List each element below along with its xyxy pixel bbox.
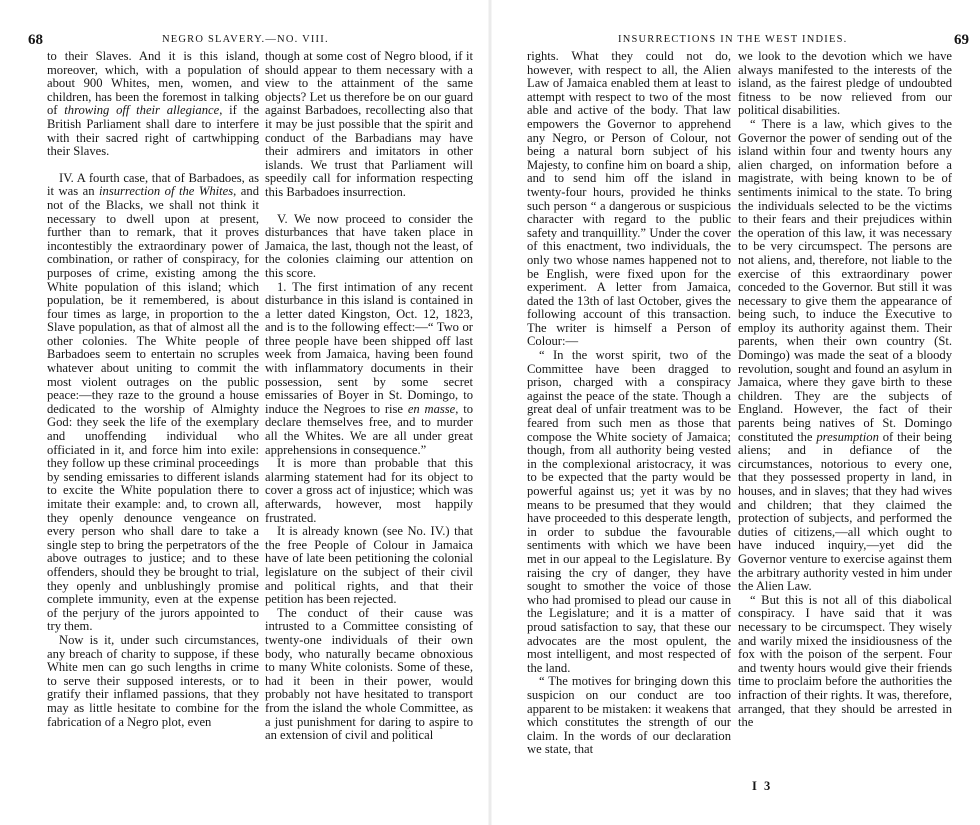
paragraph: IV. A fourth case, that of Barbadoes, as it was an insurrection of the Whites, and not of the Blacks, we shall not think it necessary to dwell upon at present, further than to remark, that it proves incontestibly the extraordinary power of combination, or rather of conspiracy, for purposes of crime, existing among the White population of this island; which population, be it remembered, is about four times as large, in proportion to the Slave population, as that of almost all the other colonies. The White people of Barbadoes seem to entertain no scruples whatever about uniting to commit the most violent outrages on the public peace:—they raze to the ground a house dedicated to the worship of Almighty God: they seek the life of the exemplary and unoffending individual who officiated in it, and force him into exile: they follow up these criminal proceedings by sending emissaries to different islands to excite the White population there to imitate their example: and, to crown all, they openly denounce vengeance on every person who shall dare to take a single step to bring the perpetrators of the above outrages to justice; and to these offenders, should they be brought to trial, they openly and unblushingly promise complete immunity, even at the expense of the perjury of the jurors appointed to try them. [47,170,259,634]
right-page [490,0,980,825]
paragraph: “ There is a law, which gives to the Governor the power of sending out of the island within four and twenty hours any alien charged, on information before a magistrate, with being known to be of sentiments inimical to the state. To bring the individuals selected to be the victims to their fears and their prejudices within the operation of this law, it was necessary to be very circumspect. The persons are not aliens, and, therefore, not liable to the exercise of this extraordinary power conceded to the Governor. But still it was necessary to give them the appearance of being such, to induce the Executive to employ its authority against them. Their parents, when their own country (St. Domingo) was made the seat of a bloody revolution, sought and found an asylum in Jamaica, where they gave birth to these children. They are the subjects of England. However, the fact of their parents being natives of St. Domingo constituted the presumption of their being aliens; and in defiance of the circumstances, notorious to every one, that they possessed property in land, in houses, and in slaves; that they had wives and children; that they claimed the protection of subjects, and performed the duties of citizens,—all which ought to have induced inquiry,—yet did the Governor venture to exercise against them the arbitrary authority vested in him under the Alien Law. [738,116,952,594]
running-head-right: INSURRECTIONS IN THE WEST INDIES. [618,34,848,45]
column-3 [527,50,731,757]
paragraph: The conduct of their cause was intrusted to a Committee consisting of twenty-one individuals of their own body, who naturally became obnoxious to many White colonists. Some of these, had it been in their power, would probably not have hesitated to transport from the island the whole Committee, as a just punishment for daring to aspire to an extension of civil and political [265,605,473,743]
paragraph: “ But this is not all of this diabolical conspiracy. I have said that it was necessary to be circumspect. They wisely and warily mixed the insidiousness of the fox with the poison of the serpent. Four and twenty hours would give their friends time to proclaim before the authorities the infraction of their rights. It was, therefore, arranged, that they should be arrested in the [738,592,952,730]
paragraph: rights. What they could not do, however, with respect to all, the Alien Law of Jamaica enabled them at least to attempt with respect to two of the most able and active of the body. That law empowers the Governor to apprehend any Negro, or Person of Colour, not being a natural born subject of his Majesty, to confine him on board a ship, and to send him off the island in twenty-four hours, provided he thinks such person “ a dangerous or suspicious character with regard to the public safety and tranquillity.” Under the cover of this enactment, two individuals, the only two whose names happened not to be English, were fixed upon for the experiment. A letter from Jamaica, dated the 13th of last October, gives the following account of this transaction. The writer is himself a Person of Colour:— [527,49,731,349]
column-1 [47,50,259,729]
page-number-left: 68 [28,32,43,48]
paragraph: Now is it, under such circumstances, any breach of charity to suppose, if these White men can go such lengths in crime to serve their supposed interests, or to gratify their inflamed passions, that they may as little hesitate to combine for the fabrication of a Negro plot, even [47,632,259,729]
signature-mark: I 3 [752,779,773,793]
paragraph: “ In the worst spirit, two of the Committee have been dragged to prison, charged with a conspiracy against the peace of the state. Though a great deal of unfair treatment was to be feared from such men as those that compose the White society of Jamaica; though, from all authority being vested in the complexional aristocracy, it was to be expected that the party would be powerful against us; yet it was by no means to be presumed that they would have proceeded to this desperate length, in order to subdue the favourable sentiments with which we have been met in our appeal to the Legislature. By raising the cry of danger, they have sought to smother the voice of those who had promised to plead our cause in the Legislature; and it is a matter of proud satisfaction to say, that these our advocates are the most opulent, the most intelligent, and most respected of the land. [527,348,731,675]
column-4 [738,50,952,730]
paragraph: V. We now proceed to consider the disturbances that have taken place in Jamaica, the last, though not the least, of the colonies claiming our attention on this score. [265,211,473,280]
paragraph: to their Slaves. And it is this island, moreover, which, with a population of about 900 Whites, men, women, and children, has been the foremost in talking of throwing off their allegiance, if the British Parliament shall dare to interfere with their sacred right of cartwhipping their Slaves. [47,49,260,159]
paragraph: we look to the devotion which we have always manifested to the interests of the island, as the fairest pledge of undoubted fitness to be now relieved from our political disabilities. [738,49,952,118]
paragraph: 1. The first intimation of any recent disturbance in this island is contained in a letter dated Kingston, Oct. 12, 1823, and is to the following effect:—“ Two or three people have been shipped off last week from Jamaica, having been found with inflammatory documents in their possession, sent by some secret emissaries of Boyer in St. Domingo, to induce the Negroes to rise en masse, to declare themselves free, and to murder all the Whites. We are all under great apprehensions in consequence.” [265,279,473,457]
paragraph: though at some cost of Negro blood, if it should appear to them necessary with a view to the attainment of the same objects? Let us therefore be on our guard against Barbadoes, recollecting also that it may be just possible that the spirit and conduct of the Barbadians may have their admirers and imitators in other islands. We trust that Parliament will speedily call for information respecting this Barbadoes insurrection. [265,49,473,199]
paragraph: “ The motives for bringing down this suspicion on our conduct are too apparent to be mistaken: it weakens that which constitutes the strength of our claim. In the words of our declaration we state, that [527,674,731,757]
paragraph: It is more than probable that this alarming statement had for its object to cover a gross act of injustice; which was afterwards, however, most happily frustrated. [265,456,473,525]
running-head-left: NEGRO SLAVERY.—NO. VIII. [162,34,329,45]
column-2 [265,50,473,743]
page-number-right: 69 [954,32,969,48]
paragraph: It is already known (see No. IV.) that the free People of Colour in Jamaica have of late been petitioning the colonial legislature on the subject of their civil and political rights, and that their petition has been rejected. [265,524,473,607]
